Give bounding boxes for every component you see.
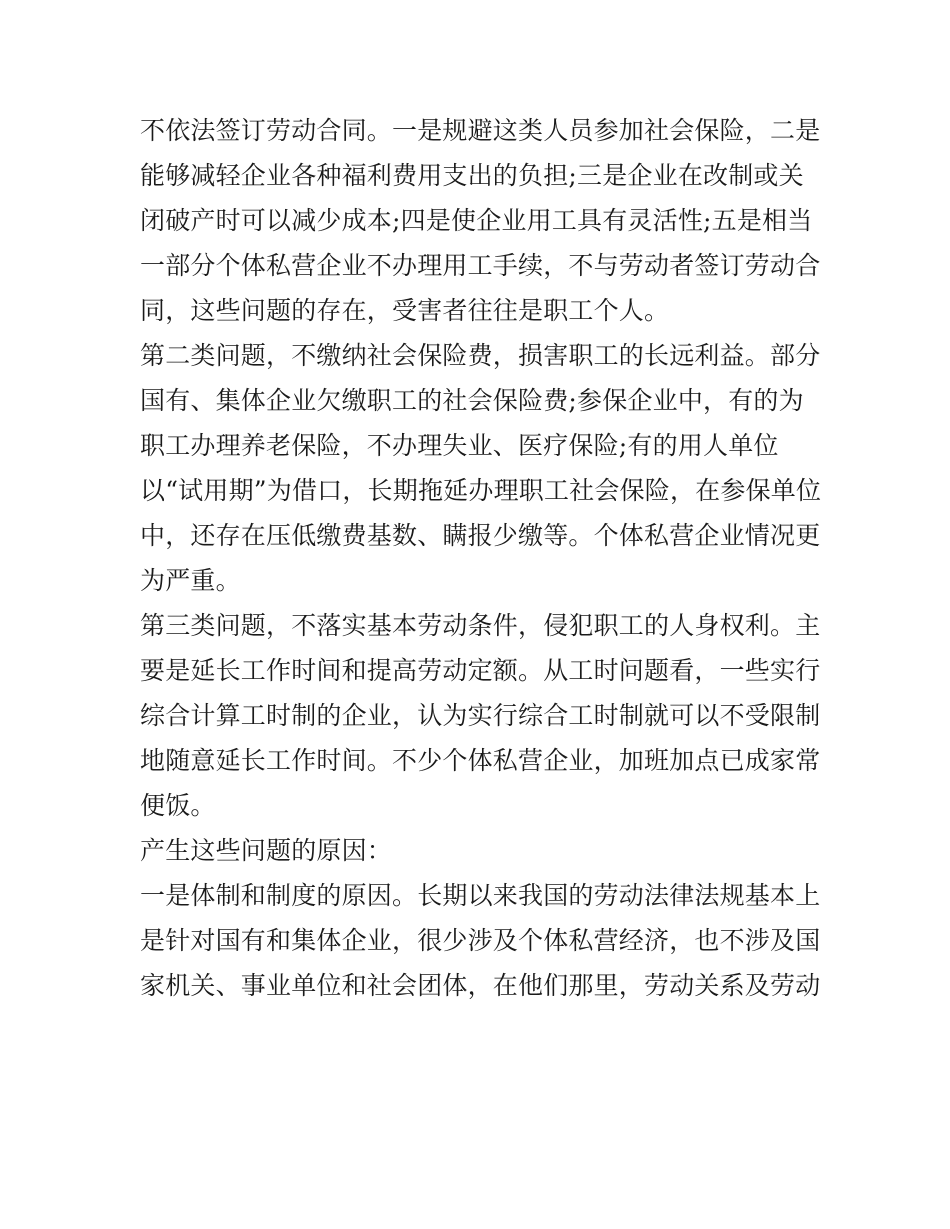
paragraph-start-line: 一是体制和制度的原因。长期以来我国的劳动法律法规基本上 [140, 881, 821, 910]
text-line: 是针对国有和集体企业，很少涉及个体私营经济，也不涉及国 [140, 926, 821, 955]
body-text [140, 108, 820, 1008]
text-line: 不依法签订劳动合同。一是规避这类人员参加社会保险，二是 [140, 116, 821, 145]
text-line: 以“试用期”为借口，长期拖延办理职工社会保险，在参保单位 [140, 476, 822, 505]
text-line: 便饭。 [140, 791, 216, 820]
text-line: 能够减轻企业各种福利费用支出的负担;三是企业在改制或关 [140, 161, 804, 190]
text-line: 同，这些问题的存在，受害者往往是职工个人。 [140, 296, 670, 325]
text-line: 一部分个体私营企业不办理用工手续，不与劳动者签订劳动合 [140, 251, 821, 280]
text-line: 综合计算工时制的企业，认为实行综合工时制就可以不受限制 [140, 701, 821, 730]
text-line: 地随意延长工作时间。不少个体私营企业，加班加点已成家常 [140, 746, 821, 775]
text-line: 职工办理养老保险，不办理失业、医疗保险;有的用人单位 [140, 431, 779, 460]
paragraph-start-line: 第二类问题，不缴纳社会保险费，损害职工的长远利益。部分 [140, 341, 821, 370]
text-line: 中，还存在压低缴费基数、瞒报少缴等。个体私营企业情况更 [140, 521, 821, 550]
text-line: 要是延长工作时间和提高劳动定额。从工时问题看，一些实行 [140, 656, 821, 685]
text-line: 闭破产时可以减少成本;四是使企业用工具有灵活性;五是相当 [140, 206, 813, 235]
paragraph-start-line: 第三类问题，不落实基本劳动条件，侵犯职工的人身权利。主 [140, 611, 821, 640]
text-line: 为严重。 [140, 566, 241, 595]
paragraph-start-line: 产生这些问题的原因： [140, 836, 393, 865]
text-line: 家机关、事业单位和社会团体，在他们那里，劳动关系及劳动 [140, 971, 821, 1000]
text-line: 国有、集体企业欠缴职工的社会保险费;参保企业中，有的为 [140, 386, 804, 415]
